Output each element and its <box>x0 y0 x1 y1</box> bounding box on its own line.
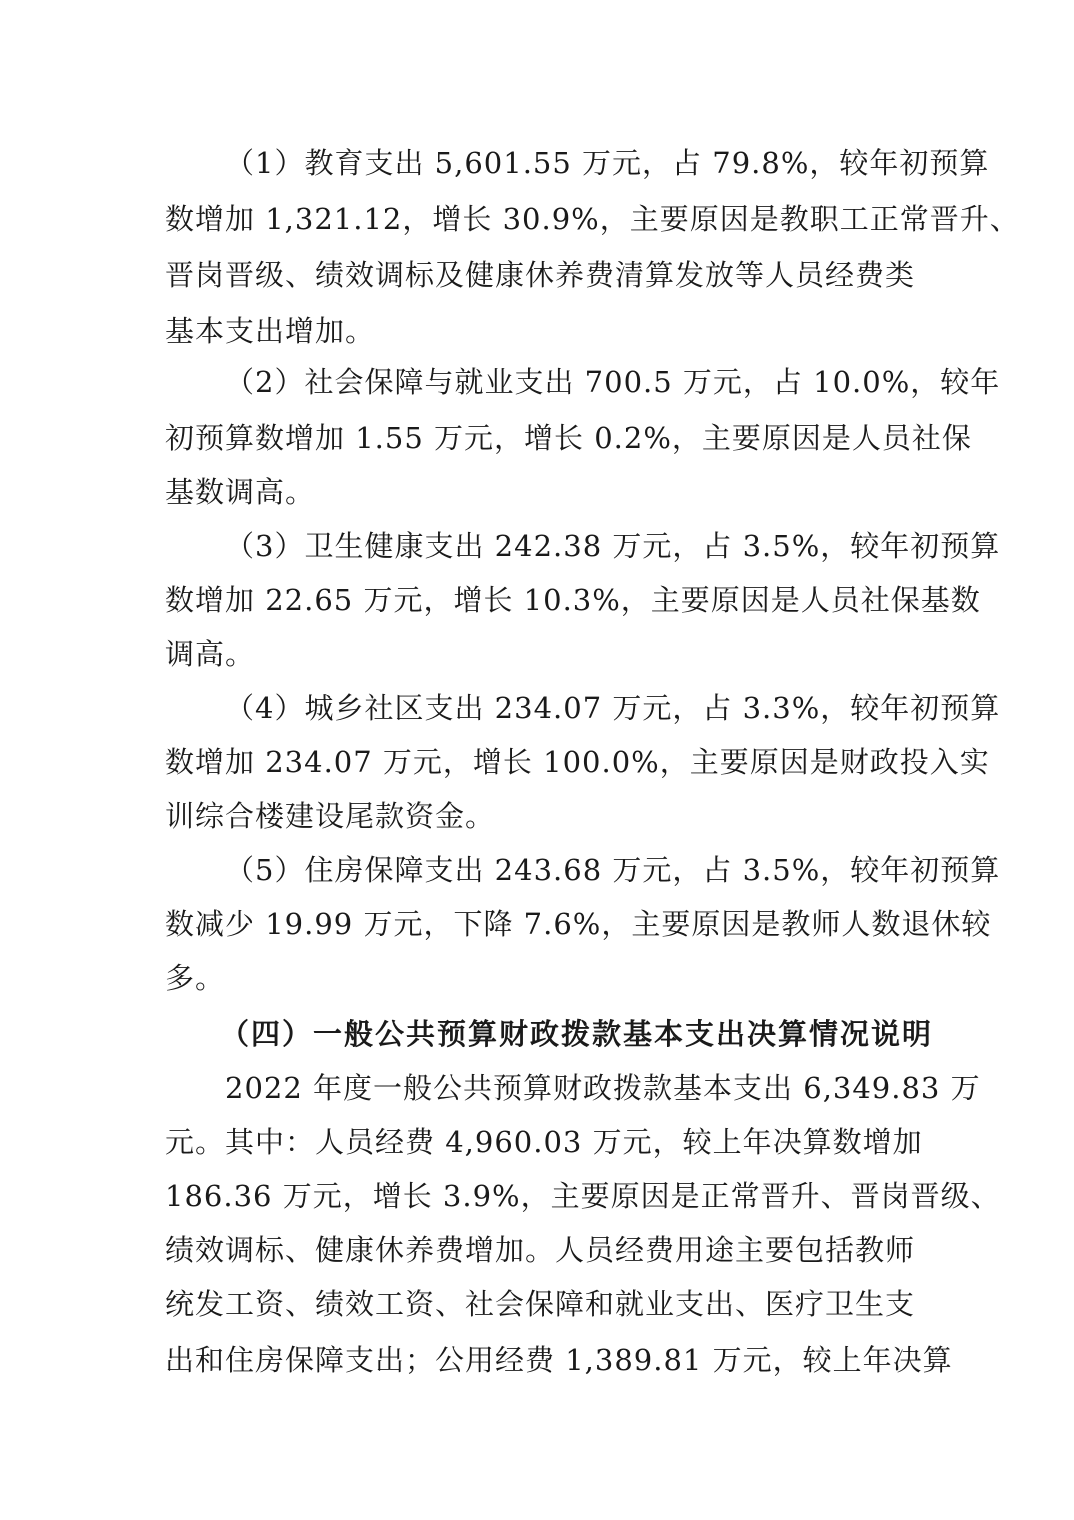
section-body-line-4: 绩效调标、健康休养费增加。人员经费用途主要包括教师 <box>165 1233 916 1267</box>
item-3-line-3: 调高。 <box>165 637 256 671</box>
item-1-line-3: 晋岗晋级、绩效调标及健康休养费清算发放等人员经费类 <box>165 258 916 292</box>
item-4-line-3: 训综合楼建设尾款资金。 <box>165 799 496 833</box>
section-body-line-5: 统发工资、绩效工资、社会保障和就业支出、医疗卫生支 <box>165 1287 916 1321</box>
section-body-line-2: 元。其中：人员经费 4,960.03 万元，较上年决算数增加 <box>165 1125 923 1159</box>
item-1-line-4: 基本支出增加。 <box>165 314 376 348</box>
item-5-line-1: （5）住房保障支出 243.68 万元，占 3.5%，较年初预算 <box>225 853 1001 887</box>
item-3-line-2: 数增加 22.65 万元，增长 10.3%，主要原因是人员社保基数 <box>165 583 981 617</box>
item-5-line-2: 数减少 19.99 万元，下降 7.6%，主要原因是教师人数退休较 <box>165 907 992 941</box>
item-5-line-3: 多。 <box>165 961 226 995</box>
item-2-line-1: （2）社会保障与就业支出 700.5 万元，占 10.0%，较年 <box>225 365 1001 399</box>
section-body-line-1: 2022 年度一般公共预算财政拨款基本支出 6,349.83 万 <box>225 1071 981 1105</box>
section-body-line-6: 出和住房保障支出；公用经费 1,389.81 万元，较上年决算 <box>165 1343 953 1377</box>
item-2-line-3: 基数调高。 <box>165 475 316 509</box>
section-heading: （四）一般公共预算财政拨款基本支出决算情况说明 <box>220 1017 934 1051</box>
item-4-line-2: 数增加 234.07 万元，增长 100.0%，主要原因是财政投入实 <box>165 745 990 779</box>
item-3-line-1: （3）卫生健康支出 242.38 万元，占 3.5%，较年初预算 <box>225 529 1001 563</box>
item-1-line-1: （1）教育支出 5,601.55 万元，占 79.8%，较年初预算 <box>225 146 990 180</box>
section-body-line-3: 186.36 万元，增长 3.9%，主要原因是正常晋升、晋岗晋级、 <box>165 1179 1001 1213</box>
item-4-line-1: （4）城乡社区支出 234.07 万元，占 3.3%，较年初预算 <box>225 691 1001 725</box>
item-1-line-2: 数增加 1,321.12，增长 30.9%，主要原因是教职工正常晋升、 <box>165 202 1020 236</box>
item-2-line-2: 初预算数增加 1.55 万元，增长 0.2%，主要原因是人员社保 <box>165 421 972 455</box>
